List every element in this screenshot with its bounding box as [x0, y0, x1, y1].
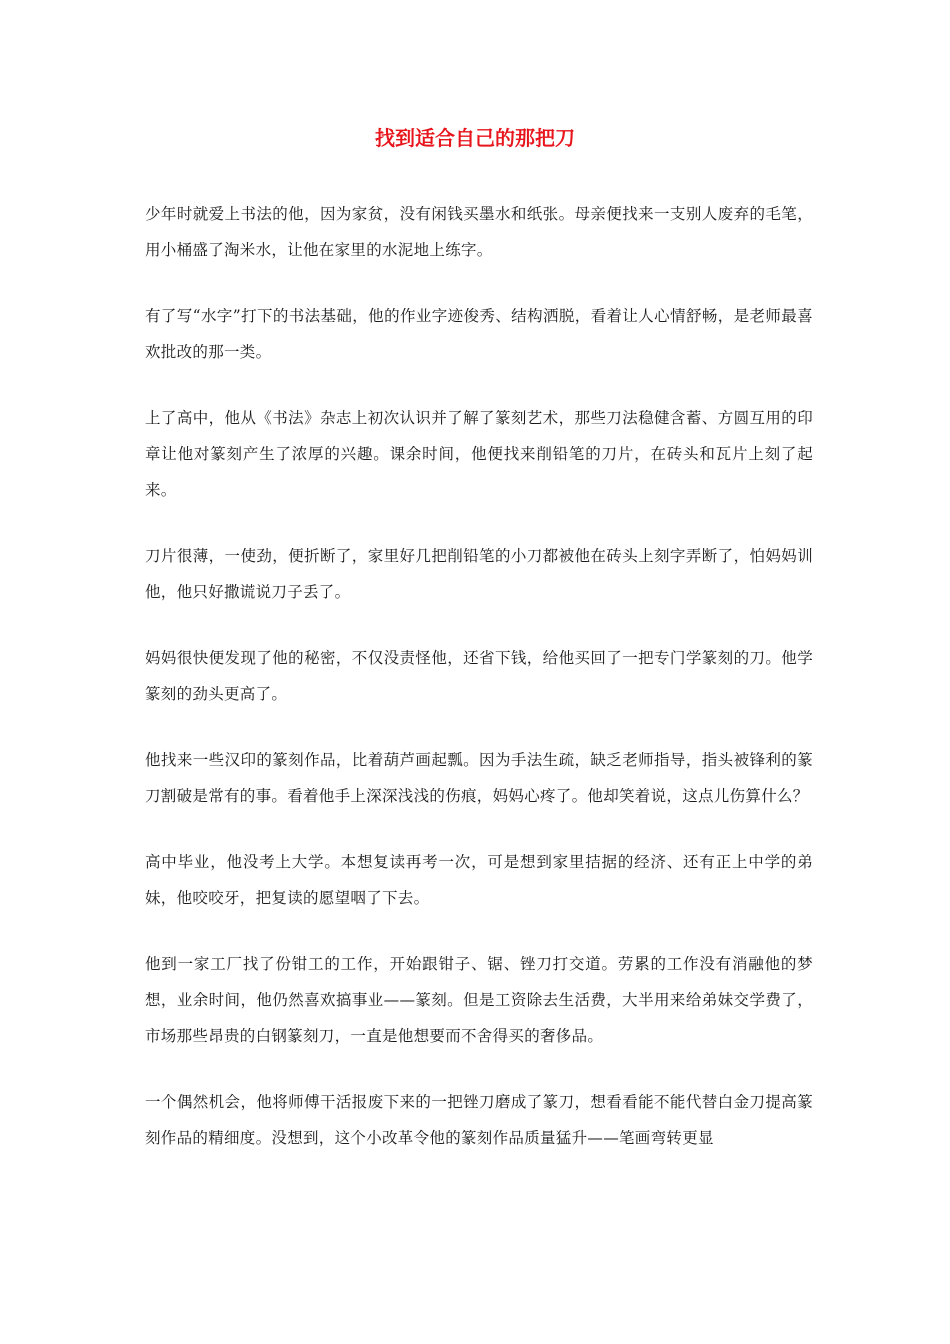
paragraph: 一个偶然机会，他将师傅干活报废下来的一把锉刀磨成了篆刀，想看看能不能代替白金刀提高篆刻作品的精细度。没想到，这个小改革令他的篆刻作品质量猛升——笔画弯转更显 [145, 1093, 813, 1147]
paragraph: 刀片很薄，一使劲，便折断了，家里好几把削铅笔的小刀都被他在砖头上刻字弄断了，怕妈妈训他，他只好撒谎说刀子丢了。 [145, 547, 813, 601]
document-body [145, 196, 813, 1186]
paragraph: 他到一家工厂找了份钳工的工作，开始跟钳子、锯、锉刀打交道。劳累的工作没有消融他的梦想，业余时间，他仍然喜欢搞事业——篆刻。但是工资除去生活费，大半用来给弟妹交学费了，市场那些昂贵的白钢篆刻刀，一直是他想要而不舍得买的奢侈品。 [145, 955, 813, 1045]
paragraph: 有了写“水字”打下的书法基础，他的作业字迹俊秀、结构洒脱，看着让人心情舒畅，是老师最喜欢批改的那一类。 [145, 307, 813, 361]
paragraph: 少年时就爱上书法的他，因为家贫，没有闲钱买墨水和纸张。母亲便找来一支别人废弃的毛笔，用小桶盛了淘米水，让他在家里的水泥地上练字。 [145, 205, 813, 259]
paragraph: 妈妈很快便发现了他的秘密，不仅没责怪他，还省下钱，给他买回了一把专门学篆刻的刀。他学篆刻的劲头更高了。 [145, 649, 813, 703]
paragraph: 高中毕业，他没考上大学。本想复读再考一次，可是想到家里拮据的经济、还有正上中学的弟妹，他咬咬牙，把复读的愿望咽了下去。 [145, 853, 813, 907]
paragraph: 上了高中，他从《书法》杂志上初次认识并了解了篆刻艺术，那些刀法稳健含蓄、方圆互用的印章让他对篆刻产生了浓厚的兴趣。课余时间，他便找来削铅笔的刀片，在砖头和瓦片上刻了起来。 [145, 409, 813, 499]
paragraph: 他找来一些汉印的篆刻作品，比着葫芦画起瓢。因为手法生疏，缺乏老师指导，指头被锋利的篆刀割破是常有的事。看着他手上深深浅浅的伤痕，妈妈心疼了。他却笑着说，这点儿伤算什么？ [145, 751, 813, 805]
document-title: 找到适合自己的那把刀 [375, 126, 575, 150]
